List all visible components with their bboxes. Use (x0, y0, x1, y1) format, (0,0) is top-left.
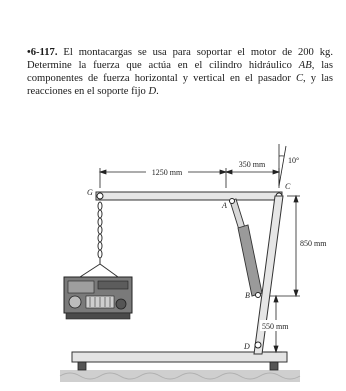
boom (96, 192, 282, 200)
statement-point-c: C (295, 73, 304, 85)
statement-text-4: . (156, 86, 159, 98)
point-label-a: A (222, 201, 227, 210)
dimension-350 (226, 168, 279, 188)
engine (64, 277, 132, 319)
statement-point-ab: AB (298, 60, 312, 72)
dimension-1250-label: 1250 mm (151, 168, 183, 177)
dimension-550-label: 550 mm (262, 322, 289, 331)
point-label-g: G (87, 188, 93, 197)
angle-indicator (279, 144, 286, 186)
statement-text-2: , las componentes de fuerza horizontal y vertical en el pasador (27, 60, 333, 85)
point-label-b: B (245, 291, 250, 300)
problem-number: •6-117. (27, 47, 58, 58)
dimension-350-label: 350 mm (238, 160, 266, 169)
dimension-850-label: 850 mm (300, 239, 327, 248)
point-label-c: C (285, 182, 291, 191)
statement-text-3: , y las reacciones en el soporte fijo (27, 73, 333, 98)
statement-point-d: D (148, 86, 157, 98)
point-label-d: D (244, 342, 250, 351)
angle-label: 10° (288, 156, 300, 165)
chain (80, 202, 118, 277)
base-rail (72, 352, 287, 370)
ground (60, 370, 300, 382)
hydraulic-cylinder-ab (230, 199, 263, 298)
statement-text-1: El montacargas se usa para soportar el motor de 200 kg. Determine la fuerza que actúa en el cilindro hidráulico (27, 47, 333, 72)
